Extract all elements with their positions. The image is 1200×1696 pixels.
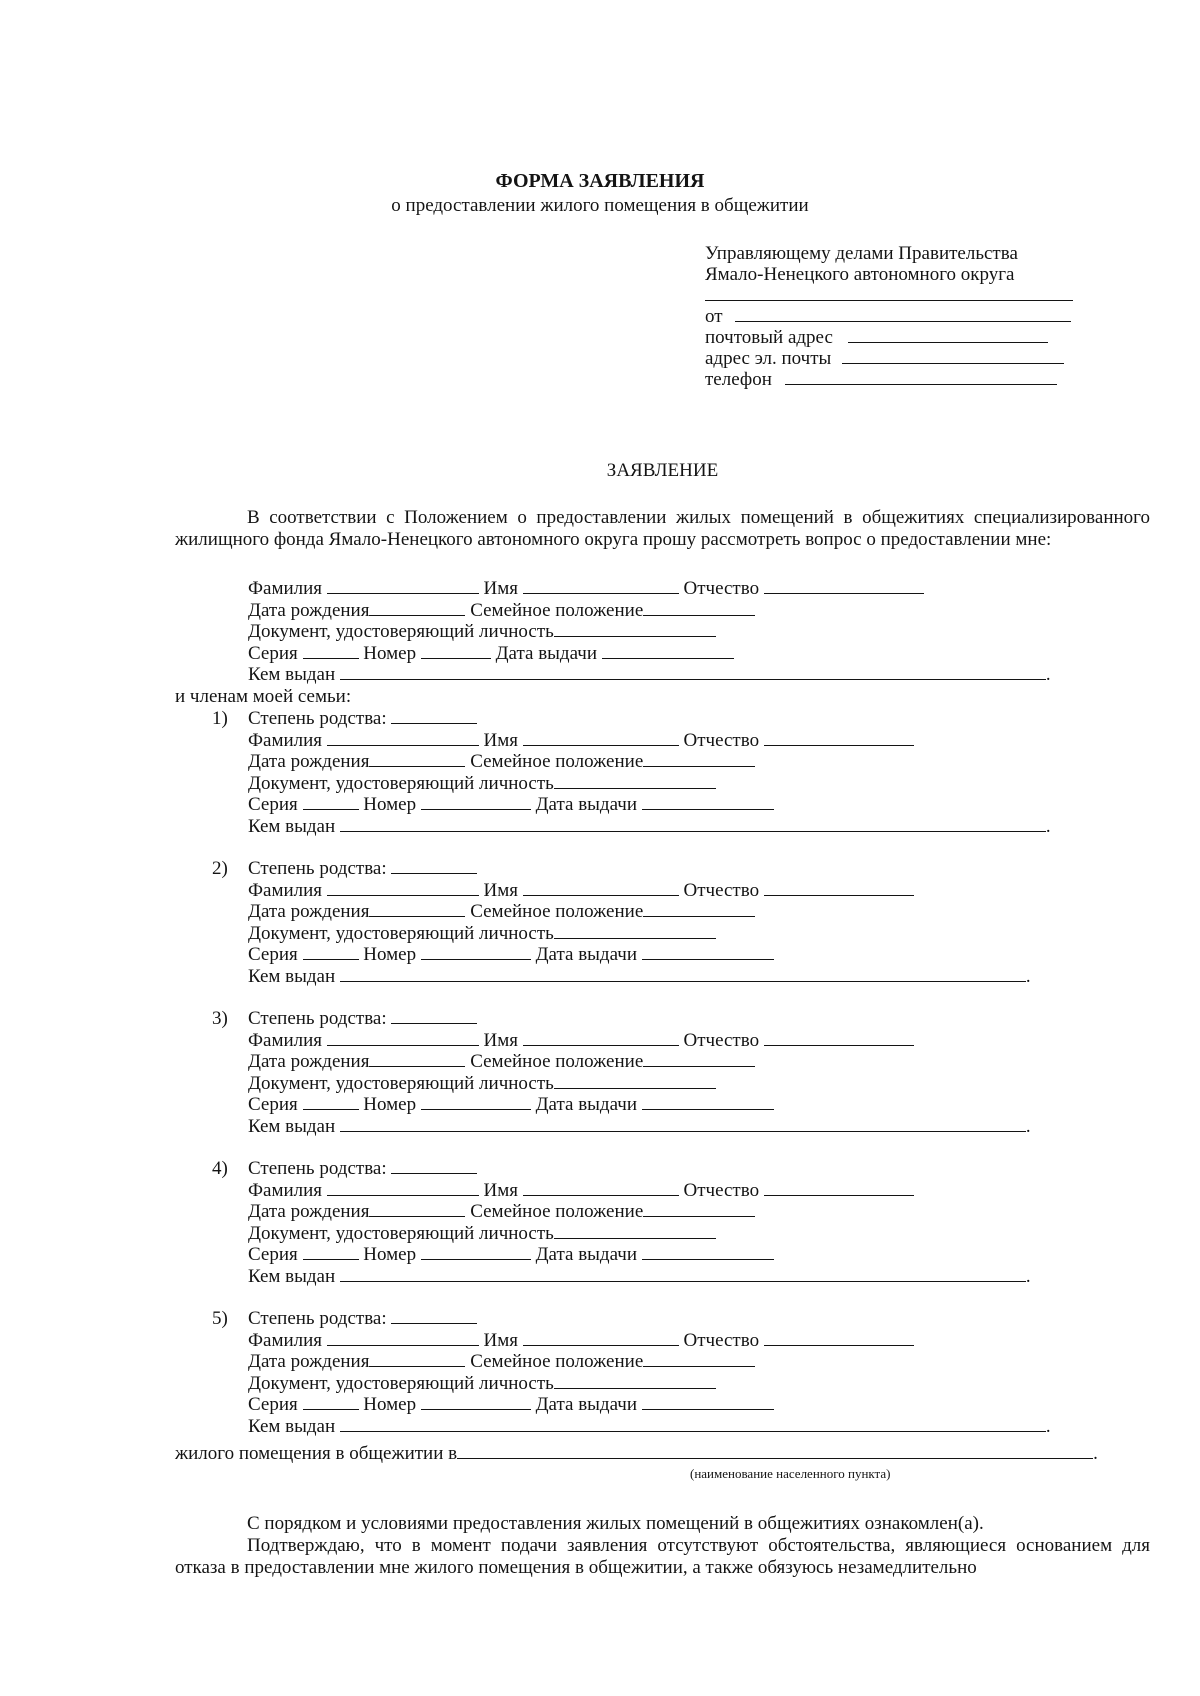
number-field[interactable] xyxy=(421,944,531,960)
patronymic-label: Отчество xyxy=(683,729,760,751)
id-document-field[interactable] xyxy=(554,923,716,939)
issued-by-field[interactable] xyxy=(340,966,1026,982)
relation-field[interactable] xyxy=(391,708,477,724)
settlement-field[interactable] xyxy=(457,1443,1093,1459)
issue-date-field[interactable] xyxy=(642,794,774,810)
birth-date-field[interactable] xyxy=(369,1201,465,1217)
id-document-field[interactable] xyxy=(554,1373,716,1389)
number-label: Номер xyxy=(363,794,417,815)
form-title: ФОРМА ЗАЯВЛЕНИЯ xyxy=(495,170,705,192)
issued-by-label: Кем выдан xyxy=(248,1415,336,1437)
issue-date-field[interactable] xyxy=(602,643,734,659)
issued-by-field[interactable] xyxy=(340,1116,1026,1132)
member-number: 5) xyxy=(212,1308,228,1329)
marital-status-field[interactable] xyxy=(643,1201,755,1217)
issue-date-label: Дата выдачи xyxy=(535,1094,637,1115)
series-field[interactable] xyxy=(303,643,359,659)
marital-status-field[interactable] xyxy=(643,1351,755,1367)
birth-date-field[interactable] xyxy=(369,600,465,616)
relation-label: Степень родства: xyxy=(248,858,387,879)
birth-date-field[interactable] xyxy=(369,1051,465,1067)
applicant-fields xyxy=(248,578,1068,686)
confirm-paragraph: Подтверждаю, что в момент подачи заявления отсутствуют обстоятельства, являющиеся основанием для отказа в предоставлении мне жилого помещения в общежитии, а также обязуюсь незамедлительно xyxy=(175,1535,1150,1578)
family-member-5: 5) Степень родства: Фамилия Имя Отчество Дата рождения Семейное положение Документ, удостоверяющий личность Серия Номер Дата выдачи Кем выдан . xyxy=(212,1308,1051,1437)
marital-status-field[interactable] xyxy=(643,751,755,767)
marital-status-label: Семейное положение xyxy=(470,1351,644,1372)
birth-date-label: Дата рождения xyxy=(248,599,370,621)
form-subtitle: о предоставлении жилого помещения в общежитии xyxy=(391,195,809,216)
patronymic-field[interactable] xyxy=(764,1030,914,1046)
birth-date-field[interactable] xyxy=(369,901,465,917)
surname-label: Фамилия xyxy=(248,1179,323,1201)
id-document-label: Документ, удостоверяющий личность xyxy=(248,621,554,642)
issue-date-field[interactable] xyxy=(642,1394,774,1410)
from-label: от xyxy=(705,306,723,327)
name-label: Имя xyxy=(483,1329,519,1351)
name-label: Имя xyxy=(483,879,519,901)
issue-date-field[interactable] xyxy=(642,1244,774,1260)
issue-date-field[interactable] xyxy=(642,944,774,960)
acknowledge-paragraph: С порядком и условиями предоставления жилых помещений в общежитиях ознакомлен(а). xyxy=(247,1513,984,1534)
marital-status-label: Семейное положение xyxy=(470,1051,644,1072)
relation-label: Степень родства: xyxy=(248,1008,387,1029)
series-field[interactable] xyxy=(303,1094,359,1110)
issued-by-label: Кем выдан xyxy=(248,1265,336,1287)
marital-status-field[interactable] xyxy=(643,1051,755,1067)
name-field[interactable] xyxy=(523,1180,679,1196)
series-label: Серия xyxy=(248,1244,298,1265)
addressee-block xyxy=(705,243,1075,390)
name-label: Имя xyxy=(483,1029,519,1051)
number-label: Номер xyxy=(363,1244,417,1265)
member-number: 2) xyxy=(212,858,228,879)
number-label: Номер xyxy=(363,1094,417,1115)
series-label: Серия xyxy=(248,944,298,965)
id-document-label: Документ, удостоверяющий личность xyxy=(248,1222,554,1244)
name-field[interactable] xyxy=(523,578,679,594)
statement-heading: ЗАЯВЛЕНИЕ xyxy=(606,460,719,481)
id-document-label: Документ, удостоверяющий личность xyxy=(248,1072,554,1094)
birth-date-label: Дата рождения xyxy=(248,751,370,772)
surname-label: Фамилия xyxy=(248,578,323,599)
marital-status-label: Семейное положение xyxy=(470,1201,644,1222)
name-field[interactable] xyxy=(523,1330,679,1346)
marital-status-label: Семейное положение xyxy=(470,901,644,922)
relation-field[interactable] xyxy=(391,858,477,874)
relation-label: Степень родства: xyxy=(248,1308,387,1329)
dwelling-label: жилого помещения в общежитии в xyxy=(175,1443,458,1464)
postal-address-field[interactable] xyxy=(705,327,1075,348)
issued-by-label: Кем выдан xyxy=(248,965,336,987)
patronymic-label: Отчество xyxy=(683,1329,760,1351)
name-field[interactable] xyxy=(523,1030,679,1046)
birth-date-label: Дата рождения xyxy=(248,1051,370,1072)
issue-date-label: Дата выдачи xyxy=(495,642,597,664)
name-label: Имя xyxy=(483,578,519,599)
member-number: 1) xyxy=(212,708,228,729)
surname-field[interactable] xyxy=(327,730,479,746)
patronymic-field[interactable] xyxy=(764,578,924,594)
number-field[interactable] xyxy=(421,794,531,810)
issue-date-field[interactable] xyxy=(642,1094,774,1110)
issued-by-field[interactable] xyxy=(340,816,1046,832)
family-member-2: 2) Степень родства: Фамилия Имя Отчество Дата рождения Семейное положение Документ, удостоверяющий личность Серия Номер Дата выдачи Кем выдан . xyxy=(212,858,1031,987)
surname-field[interactable] xyxy=(327,578,479,594)
relation-label: Степень родства: xyxy=(248,1158,387,1179)
birth-date-label: Дата рождения xyxy=(248,1351,370,1372)
number-field[interactable] xyxy=(421,1094,531,1110)
phone-label: телефон xyxy=(705,369,772,390)
name-label: Имя xyxy=(483,1179,519,1201)
series-label: Серия xyxy=(248,1094,298,1115)
addressee-line-2: Ямало-Ненецкого автономного округа xyxy=(705,264,1015,285)
id-document-field[interactable] xyxy=(554,1073,716,1089)
number-field[interactable] xyxy=(421,1394,531,1410)
issued-by-label: Кем выдан xyxy=(248,815,336,837)
applicant-issued-by-row: Кем выдан . xyxy=(248,664,1051,685)
applicant-birth-row xyxy=(248,600,1068,622)
applicant-document-row xyxy=(248,621,1068,643)
id-document-field[interactable] xyxy=(554,1223,716,1239)
issue-date-label: Дата выдачи xyxy=(535,794,637,815)
settlement-caption: (наименование населенного пункта) xyxy=(690,1466,891,1481)
number-label: Номер xyxy=(363,642,417,664)
series-field[interactable] xyxy=(303,1394,359,1410)
patronymic-field[interactable] xyxy=(764,730,914,746)
patronymic-field[interactable] xyxy=(764,1330,914,1346)
patronymic-field[interactable] xyxy=(764,880,914,896)
number-field[interactable] xyxy=(421,643,491,659)
applicant-name-row xyxy=(248,578,1068,600)
issue-date-label: Дата выдачи xyxy=(535,1394,637,1415)
issue-date-label: Дата выдачи xyxy=(535,1244,637,1265)
issued-by-field[interactable] xyxy=(340,664,1046,680)
surname-field[interactable] xyxy=(327,1030,479,1046)
patronymic-label: Отчество xyxy=(683,1179,760,1201)
series-label: Серия xyxy=(248,642,298,664)
addressee-blank-line[interactable] xyxy=(705,285,1075,306)
birth-date-field[interactable] xyxy=(369,1351,465,1367)
issued-by-field[interactable] xyxy=(340,1416,1046,1432)
relation-field[interactable] xyxy=(391,1308,477,1324)
surname-field[interactable] xyxy=(327,1180,479,1196)
patronymic-label: Отчество xyxy=(683,879,760,901)
intro-paragraph: В соответствии с Положением о предоставлении жилых помещений в общежитиях специализированного жилищного фонда Ямало-Ненецкого автономного округа прошу рассмотреть вопрос о предоставлении мне: xyxy=(175,507,1150,550)
surname-field[interactable] xyxy=(327,1330,479,1346)
number-field[interactable] xyxy=(421,1244,531,1260)
phone-field[interactable] xyxy=(705,369,1075,390)
number-label: Номер xyxy=(363,1394,417,1415)
relation-field[interactable] xyxy=(391,1158,477,1174)
series-label: Серия xyxy=(248,794,298,815)
family-member-1: 1) Степень родства: Фамилия Имя Отчество Дата рождения Семейное положение Документ, удостоверяющий личность Серия Номер Дата выдачи Кем выдан . xyxy=(212,708,1051,837)
id-document-field[interactable] xyxy=(554,621,716,637)
from-field[interactable] xyxy=(705,306,1075,327)
birth-date-field[interactable] xyxy=(369,751,465,767)
dwelling-row: жилого помещения в общежитии в . xyxy=(175,1443,1098,1464)
id-document-field[interactable] xyxy=(554,773,716,789)
marital-status-label: Семейное положение xyxy=(470,751,644,772)
marital-status-field[interactable] xyxy=(643,901,755,917)
addressee-line-1: Управляющему делами Правительства xyxy=(705,243,1018,264)
series-field[interactable] xyxy=(303,944,359,960)
name-field[interactable] xyxy=(523,880,679,896)
issued-by-label: Кем выдан xyxy=(248,1115,336,1137)
name-label: Имя xyxy=(483,729,519,751)
email-label: адрес эл. почты xyxy=(705,348,832,369)
patronymic-label: Отчество xyxy=(683,1029,760,1051)
surname-label: Фамилия xyxy=(248,1029,323,1051)
member-number: 4) xyxy=(212,1158,228,1179)
surname-field[interactable] xyxy=(327,880,479,896)
id-document-label: Документ, удостоверяющий личность xyxy=(248,772,554,794)
id-document-label: Документ, удостоверяющий личность xyxy=(248,922,554,944)
family-member-3: 3) Степень родства: Фамилия Имя Отчество Дата рождения Семейное положение Документ, удостоверяющий личность Серия Номер Дата выдачи Кем выдан . xyxy=(212,1008,1031,1137)
patronymic-field[interactable] xyxy=(764,1180,914,1196)
surname-label: Фамилия xyxy=(248,1329,323,1351)
postal-address-label: почтовый адрес xyxy=(705,327,833,348)
surname-label: Фамилия xyxy=(248,879,323,901)
issued-by-label: Кем выдан xyxy=(248,664,336,685)
marital-status-label: Семейное положение xyxy=(470,599,644,621)
family-intro: и членам моей семьи: xyxy=(175,686,352,707)
email-field[interactable] xyxy=(705,348,1075,369)
marital-status-field[interactable] xyxy=(643,600,755,616)
birth-date-label: Дата рождения xyxy=(248,1201,370,1222)
series-field[interactable] xyxy=(303,1244,359,1260)
relation-label: Степень родства: xyxy=(248,708,387,729)
patronymic-label: Отчество xyxy=(683,578,760,599)
member-number: 3) xyxy=(212,1008,228,1029)
relation-field[interactable] xyxy=(391,1008,477,1024)
series-field[interactable] xyxy=(303,794,359,810)
birth-date-label: Дата рождения xyxy=(248,901,370,922)
family-member-4: 4) Степень родства: Фамилия Имя Отчество Дата рождения Семейное положение Документ, удостоверяющий личность Серия Номер Дата выдачи Кем выдан . xyxy=(212,1158,1031,1287)
id-document-label: Документ, удостоверяющий личность xyxy=(248,1372,554,1394)
issued-by-field[interactable] xyxy=(340,1266,1026,1282)
applicant-series-row xyxy=(248,643,1068,665)
issue-date-label: Дата выдачи xyxy=(535,944,637,965)
surname-label: Фамилия xyxy=(248,729,323,751)
name-field[interactable] xyxy=(523,730,679,746)
series-label: Серия xyxy=(248,1394,298,1415)
number-label: Номер xyxy=(363,944,417,965)
